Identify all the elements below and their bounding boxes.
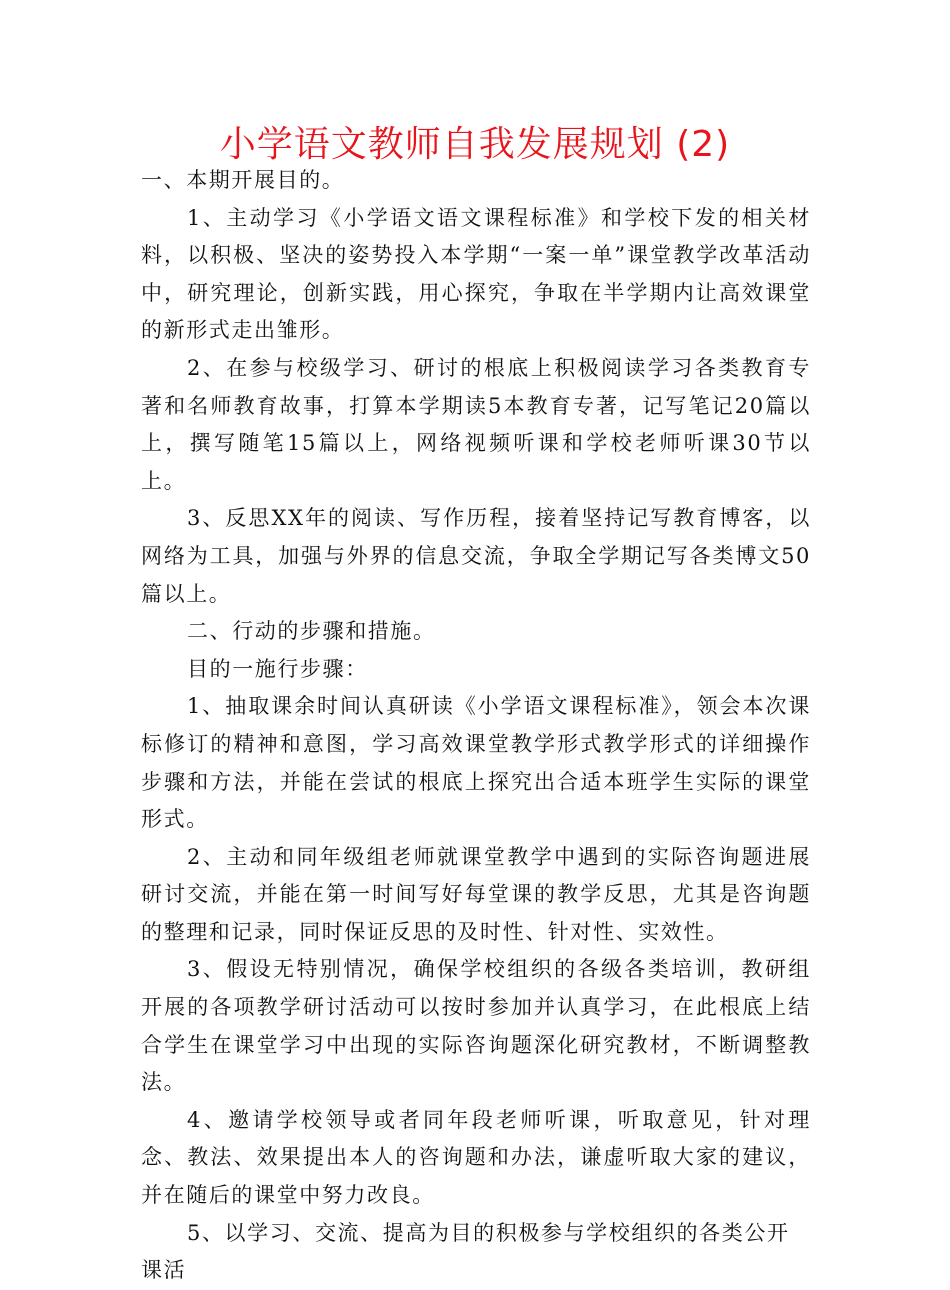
document-title: 小学语文教师自我发展规划 (2) [219, 124, 731, 165]
subheading-goal-one-steps: 目的一施行步骤： [187, 656, 368, 681]
paragraph-step-5: 5、以学习、交流、提高为目的积极参与学校组织的各类公开课活 [141, 1220, 790, 1283]
document-body [141, 162, 811, 1290]
paragraph-step-3: 3、假设无特别情况，确保学校组织的各级各类培训，教研组开展的各项教学研讨活动可以按时参加并认真学习，在此根底上结合学生在课堂学习中出现的实际咨询题深化研究教材，不断调整教法。 [141, 957, 811, 1095]
paragraph-step-4: 4、邀请学校领导或者同年段老师听课，听取意见，针对理念、教法、效果提出本人的咨询题和办法，谦虚听取大家的建议，并在随后的课堂中努力改良。 [141, 1107, 811, 1208]
paragraph-step-1: 1、抽取课余时间认真研读《小学语文课程标准》，领会本次课标修订的精神和意图，学习高效课堂教学形式教学形式的详细操作步骤和方法，并能在尝试的根底上探究出合适本班学生实际的课堂形式。 [141, 694, 811, 832]
section-heading-actions: 二、行动的步骤和措施。 [187, 619, 436, 644]
section-heading-goals: 一、本期开展目的。 [141, 168, 345, 192]
paragraph-goal-1: 1、主动学习《小学语文语文课程标准》和学校下发的相关材料，以积极、坚决的姿势投入本学期“一案一单”课堂教学改革活动中，研究理论，创新实践，用心探究，争取在半学期内让高效课堂的新形式走出雏形。 [141, 205, 811, 343]
paragraph-goal-3: 3、反思XX年的阅读、写作历程，接着坚持记写教育博客，以网络为工具，加强与外界的信息交流，争取全学期记写各类博文50篇以上。 [141, 506, 811, 606]
paragraph-goal-2: 2、在参与校级学习、研讨的根底上积极阅读学习各类教育专著和名师教育故事，打算本学期读5本教育专著，记写笔记20篇以上，撰写随笔15篇以上，网络视频听课和学校老师听课30节以上。 [141, 355, 811, 493]
paragraph-step-2: 2、主动和同年级组老师就课堂教学中遇到的实际咨询题进展研讨交流，并能在第一时间写好每堂课的教学反思，尤其是咨询题的整理和记录，同时保证反思的及时性、针对性、实效性。 [141, 844, 811, 944]
